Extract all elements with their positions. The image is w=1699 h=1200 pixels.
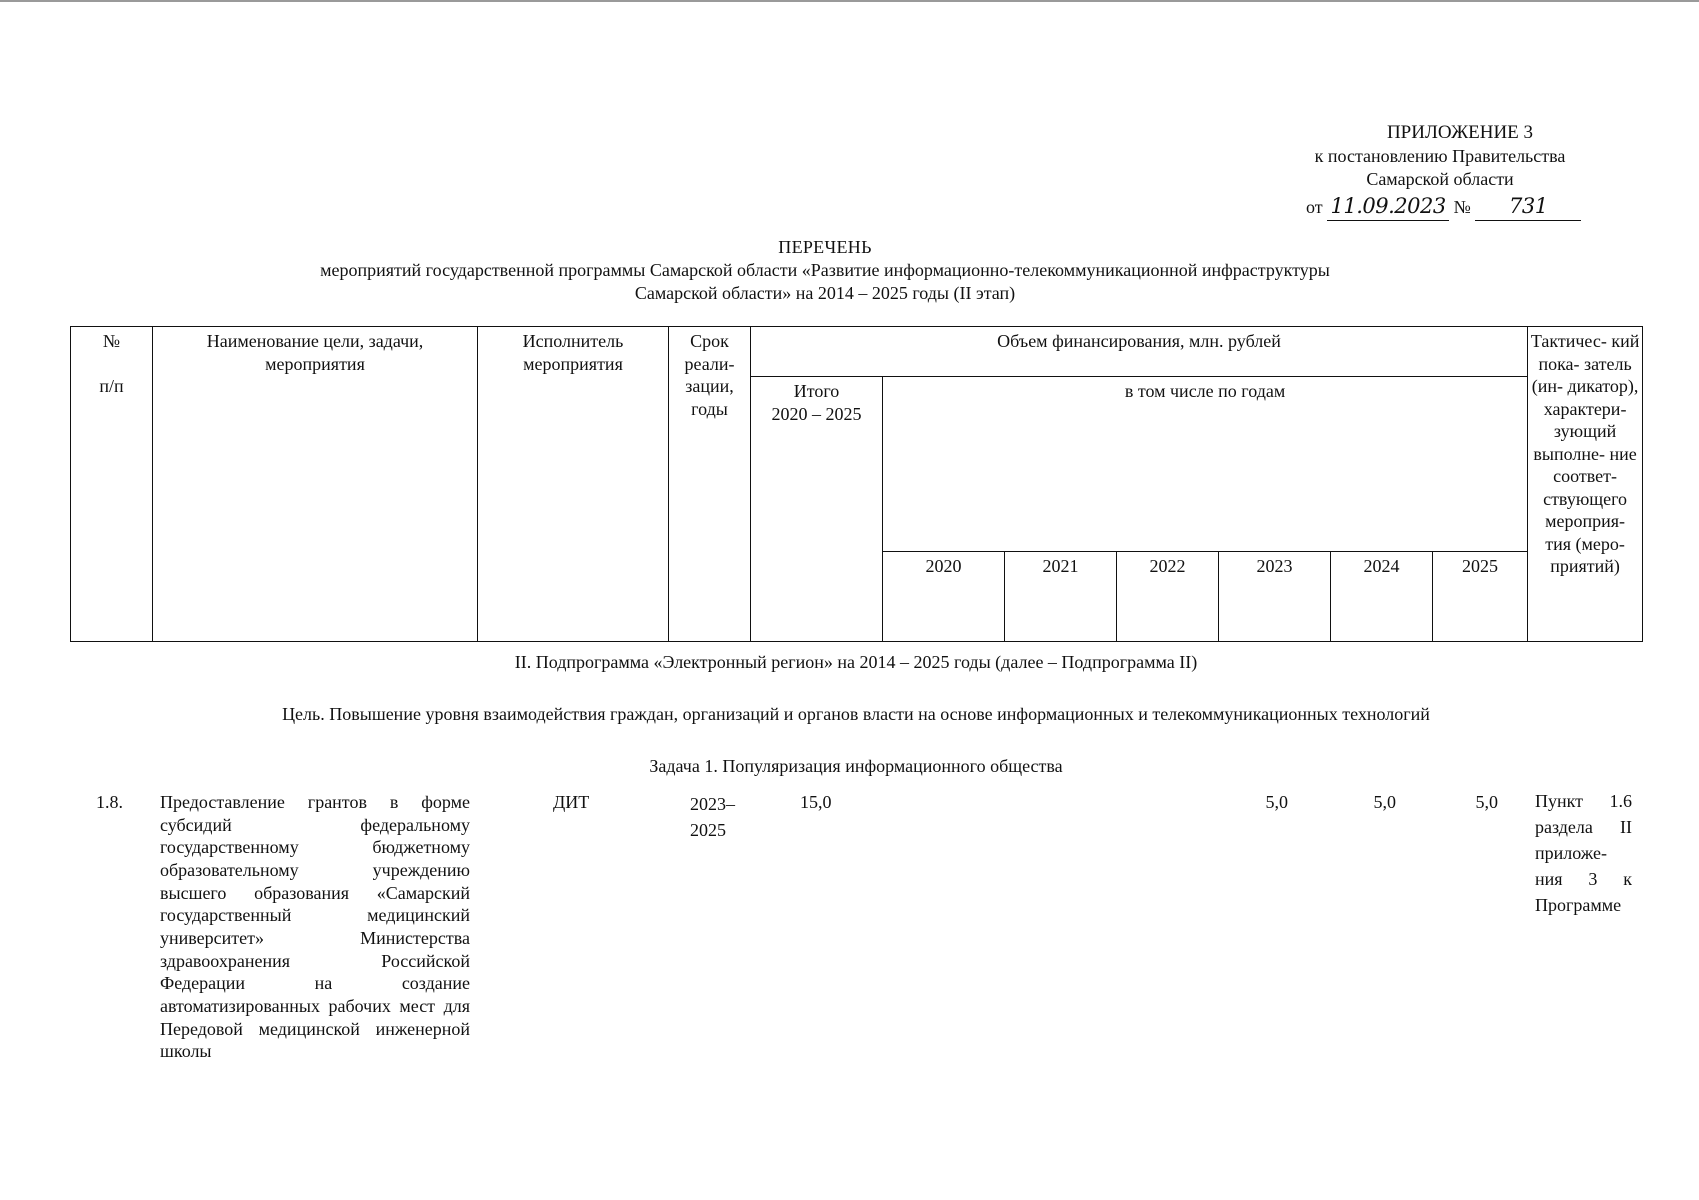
handwritten-date: 11.09.2023 <box>1327 193 1449 221</box>
document-subtitle-line-1: мероприятий государственной программы Самарской области «Развитие информационно-телекоммуникационной инфраструктуры <box>320 260 1330 281</box>
header-cell-name: Наименование цели, задачи, мероприятия <box>153 327 478 642</box>
header-cell-funding: Объем финансирования, млн. рублей <box>751 327 1528 377</box>
appendix-line-1: к постановлению Правительства <box>1314 146 1566 167</box>
header-cell-number <box>71 327 153 642</box>
header-year-2025: 2025 <box>1433 551 1528 641</box>
task-heading: Задача 1. Популяризация информационного общества <box>649 756 1063 776</box>
header-cell-term: Срок реали- зации, годы <box>669 327 751 642</box>
header-cell-indicator: Тактичес- кий пока- затель (ин- дикатор), характери- зующий выполне- ние соответ- ствующего мероприя- тия (меро- приятий) <box>1528 327 1643 642</box>
row-value-2025: 5,0 <box>1475 792 1498 812</box>
goal-heading: Цель. Повышение уровня взаимодействия граждан, организаций и органов власти на основе информационных и телекоммуникационных технологий <box>282 704 1430 724</box>
document-subtitle-line-2: Самарской области» на 2014 – 2025 годы (II этап) <box>634 283 1016 304</box>
appendix-line-2: Самарской области <box>1366 169 1514 190</box>
header-year-2023: 2023 <box>1219 551 1331 641</box>
from-label: от <box>1306 197 1323 218</box>
row-total: 15,0 <box>800 792 832 812</box>
header-total-period: 2020 – 2025 <box>771 403 862 424</box>
subprogram-heading: II. Подпрограмма «Электронный регион» на 2014 – 2025 годы (далее – Подпрограмма II) <box>514 652 1198 672</box>
page-top-border <box>0 0 1699 2</box>
header-table <box>70 326 1643 642</box>
number-label: № <box>1453 197 1471 218</box>
header-cell-by-years: в том числе по годам <box>883 377 1528 552</box>
row-number: 1.8. <box>96 792 123 812</box>
handwritten-number: 731 <box>1475 193 1581 221</box>
appendix-header <box>1270 121 1610 221</box>
row-value-2024: 5,0 <box>1373 792 1396 812</box>
document-title-block <box>180 236 1470 305</box>
header-year-2021: 2021 <box>1005 551 1117 641</box>
row-description: Предоставление грантов в форме субсидий федеральному государственному бюджетному образовательному учреждению высшего образования «Самарский государственный медицинский университет» Министерства здравоохранения Российской Федерации на создание автоматизированных рабочих мест для Передовой медицинской инженерной школы <box>160 792 470 1062</box>
header-number-sign: № <box>102 331 121 351</box>
header-year-2022: 2022 <box>1117 551 1219 641</box>
header-cell-executor: Исполнитель мероприятия <box>478 327 669 642</box>
appendix-date-line <box>1306 193 1610 221</box>
header-cell-total <box>751 377 883 642</box>
appendix-title: ПРИЛОЖЕНИЕ 3 <box>1386 122 1534 143</box>
document-title: ПЕРЕЧЕНЬ <box>778 237 872 257</box>
header-year-2020: 2020 <box>883 551 1005 641</box>
row-executor: ДИТ <box>553 792 590 812</box>
row-indicator: Пункт 1.6 раздела II приложе- ния 3 к Программе <box>1535 791 1632 916</box>
row-term <box>690 791 735 843</box>
row-value-2023: 5,0 <box>1265 792 1288 812</box>
row-term-start: 2023– <box>690 794 735 814</box>
row-term-end: 2025 <box>690 820 726 841</box>
header-total-label: Итого <box>793 381 840 401</box>
header-number-pp: п/п <box>99 376 124 397</box>
header-year-2024: 2024 <box>1331 551 1433 641</box>
